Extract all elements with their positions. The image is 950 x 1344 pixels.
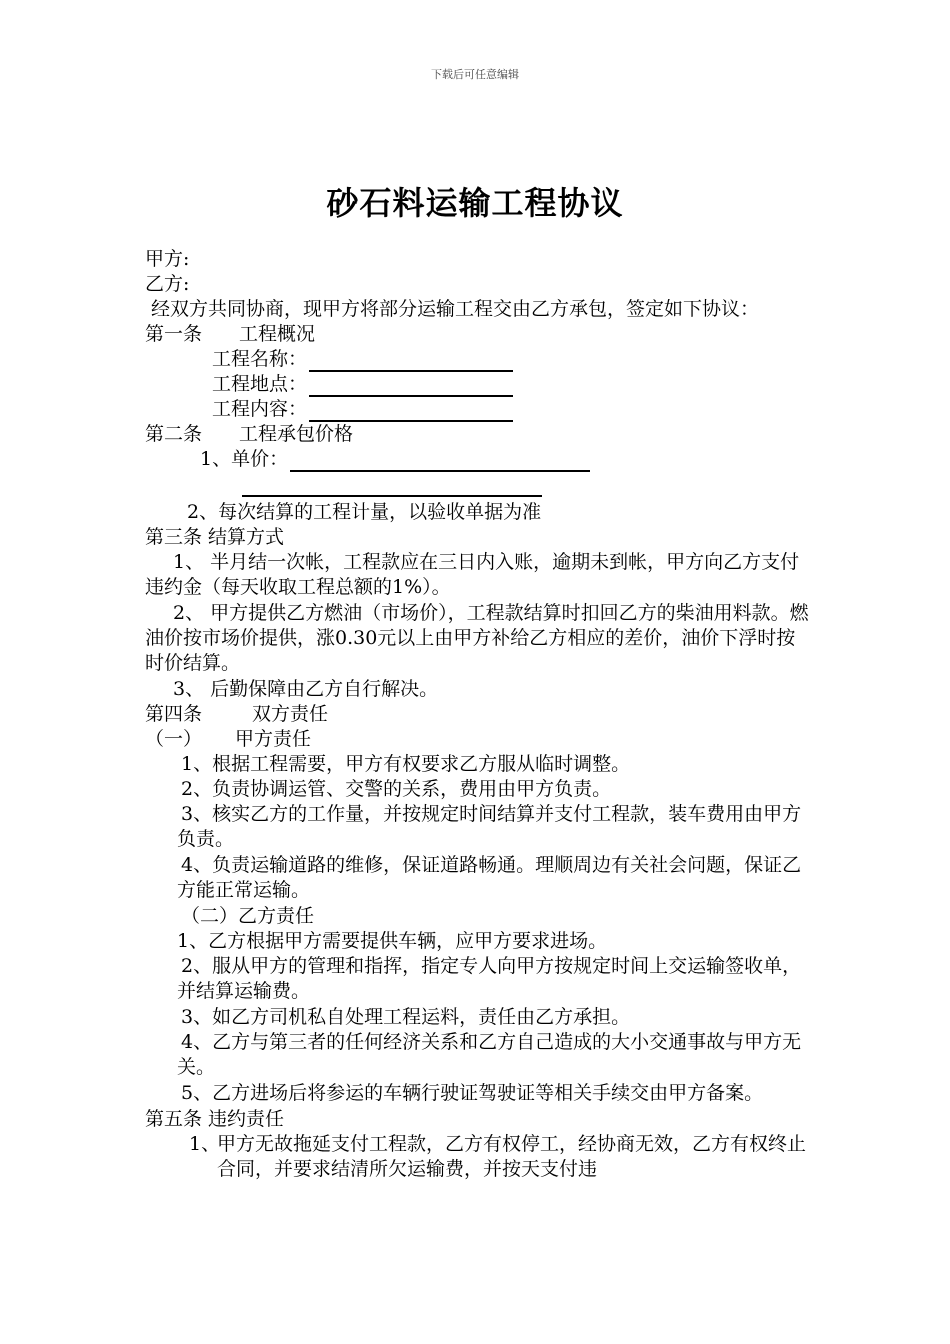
article-5-heading: 第五条 违约责任 <box>145 1108 285 1130</box>
party-a-duty-2: 2、负责协调运管、交警的关系，费用由甲方负责。 <box>181 778 612 800</box>
party-a-duty-1: 1、根据工程需要，甲方有权要求乙方服从临时调整。 <box>181 753 631 775</box>
document-title: 砂石料运输工程协议 <box>326 184 624 222</box>
project-name-label: 工程名称： <box>212 348 308 370</box>
party-a-duties-number: （一） <box>145 728 203 750</box>
article-2-title: 工程承包价格 <box>239 423 354 445</box>
article-2-heading <box>145 422 810 447</box>
unit-price-field <box>145 447 810 472</box>
unit-price-blank-2[interactable] <box>242 477 542 497</box>
article-5-item-1 <box>145 1132 810 1182</box>
intro-paragraph: 经双方共同协商，现甲方将部分运输工程交由乙方承包，签定如下协议： <box>145 298 760 320</box>
article-3-heading: 第三条 结算方式 <box>145 526 285 548</box>
project-name-blank[interactable] <box>309 352 513 372</box>
article-4-title: 双方责任 <box>252 703 329 725</box>
party-b-duties-heading: （二）乙方责任 <box>181 905 315 927</box>
article-5-item-1-number: 1、 <box>189 1133 221 1155</box>
document-body <box>145 247 810 1182</box>
article-4-heading <box>145 702 810 727</box>
party-b-duty-3: 3、如乙方司机私自处理工程运料，责任由乙方承担。 <box>181 1006 631 1028</box>
project-name-field <box>145 347 810 372</box>
project-location-field <box>145 372 810 397</box>
party-a-line: 甲方: <box>145 248 190 270</box>
page-header: 下载后可任意编辑 <box>431 68 519 81</box>
project-content-field <box>145 397 810 422</box>
project-content-blank[interactable] <box>309 402 513 422</box>
unit-price-label: 1、单价： <box>200 448 289 470</box>
unit-price-blank[interactable] <box>290 452 590 472</box>
article-1-heading <box>145 322 810 347</box>
party-a-duties-heading <box>145 727 810 752</box>
party-a-duty-4: 4、负责运输道路的维修，保证道路畅通。理顺周边有关社会问题，保证乙方能正常运输。 <box>177 854 802 901</box>
article-1-number: 第一条 <box>145 323 203 345</box>
article-2-number: 第二条 <box>145 423 203 445</box>
project-location-label: 工程地点： <box>212 373 308 395</box>
article-4-number: 第四条 <box>145 703 203 725</box>
party-b-duty-5: 5、乙方进场后将参运的车辆行驶证驾驶证等相关手续交由甲方备案。 <box>181 1082 764 1104</box>
party-b-duty-1: 1、乙方根据甲方需要提供车辆，应甲方要求进场。 <box>177 930 608 952</box>
party-b-duty-2: 2、服从甲方的管理和指挥，指定专人向甲方按规定时间上交运输签收单，并结算运输费。 <box>177 955 802 1002</box>
unit-price-second-line <box>145 472 810 500</box>
party-b-duty-4: 4、乙方与第三者的任何经济关系和乙方自己造成的大小交通事故与甲方无关。 <box>177 1031 802 1078</box>
article-3-item-3: 3、 后勤保障由乙方自行解决。 <box>173 678 439 700</box>
article-2-item-2: 2、每次结算的工程计量，以验收单据为准 <box>187 501 542 523</box>
article-3-item-1: 1、 半月结一次帐，工程款应在三日内入账，逾期未到帐，甲方向乙方支付违约金（每天收取工程总额的1%）。 <box>145 551 800 598</box>
article-5-item-1-text: 甲方无故拖延支付工程款，乙方有权停工，经协商无效，乙方有权终止合同，并要求结清所欠运输费，并按天支付违 <box>217 1133 807 1180</box>
article-1-title: 工程概况 <box>239 323 316 345</box>
project-content-label: 工程内容： <box>212 398 308 420</box>
party-a-duty-3: 3、核实乙方的工作量，并按规定时间结算并支付工程款，装车费用由甲方负责。 <box>177 803 802 850</box>
party-a-duties-title: 甲方责任 <box>235 728 312 750</box>
project-location-blank[interactable] <box>309 377 513 397</box>
party-b-line: 乙方: <box>145 273 190 295</box>
article-3-item-2: 2、 甲方提供乙方燃油（市场价），工程款结算时扣回乙方的柴油用料款。燃油价按市场价提供，涨0.30元以上由甲方补给乙方相应的差价，油价下浮时按时价结算。 <box>145 602 809 674</box>
